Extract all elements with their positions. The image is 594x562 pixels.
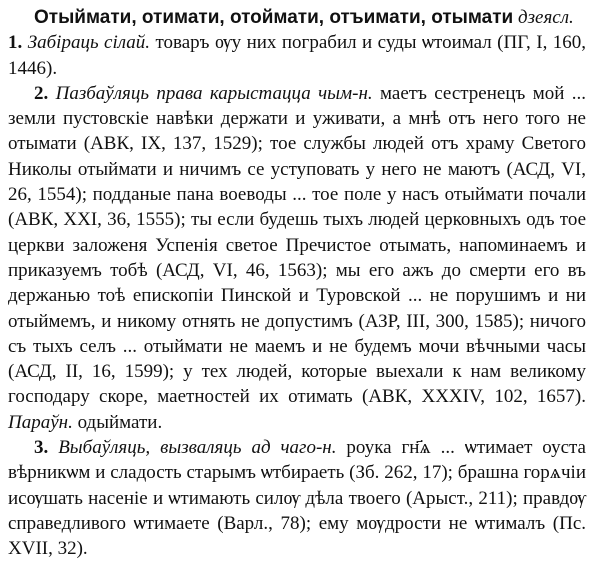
sense-citations: роука гн҃ѧ ... ѡтимает оуста вѣрникѡм и сладость старымъ ѡтбираеть (Зб. 262, 17); брашна горѧчіи исѹшать насеніе и ѡтимають силѹ дѣла твоего (Арыст., 211); правдѹ справедливого ѡтимаете (Варл., 78); ему мѹдрости не ѡтималъ (Пс. XVII, 32). bbox=[8, 437, 586, 560]
sense-1 bbox=[8, 30, 586, 81]
sense-number: 1. bbox=[8, 32, 23, 54]
headword: Отыймати, отимати, отоймати, отъимати, отымати bbox=[34, 7, 514, 28]
sense-number: 2. bbox=[34, 82, 49, 104]
sense-3 bbox=[8, 435, 586, 561]
sense-number: 3. bbox=[34, 437, 49, 459]
sense-gloss: Выбаўляць, вызваляць ад чаго-н. bbox=[58, 437, 337, 459]
entry-header bbox=[8, 5, 586, 30]
sense-2 bbox=[8, 81, 586, 435]
compare-label: Параўн. bbox=[8, 411, 73, 433]
sense-citations: товаръ ѹу них пограбил и суды ѡтоимал (ПГ, I, 160, 1446). bbox=[8, 32, 587, 79]
sense-gloss: Забіраць сілай. bbox=[27, 32, 151, 54]
compare-target: одыймати. bbox=[77, 411, 163, 433]
sense-gloss: Пазбаўляць права карыстацца чым-н. bbox=[55, 82, 373, 104]
sense-citations: маетъ сестренецъ мой ... земли пустовскіе навѣки держати и уживати, а мнѣ отъ него того не отымати (АВК, IX, 137, 1529); тое службы людей отъ храму Светого Николы отыймати и ничимъ се уступовать у него не маютъ (АСД, VI, 26, 1554); подданые пана воеводы ... тое поле у насъ отыймати почали (АВК, XXI, 36, 1555); ты если будешь тыхъ людей церковныхъ одъ тое церкви заложеня Успенія светое Пречистое отымать, напоминаемъ и приказуемъ тобѣ (АСД, VI, 46, 1563); мы его ажъ до смерти его въ держанью тоѣ епископіи Пинской и Туровской ... не порушимъ и ни отыймемъ, и никому отнять не допустимъ (АЗР, III, 300, 1585); ничого съ тыхъ селъ ... отыймати не маемъ и не будемъ мочи вѣчными часы (АСД, II, 16, 1599); у тех людей, которые выехали к нам великому господару скоре, маетностей их отимать (АВК, XXXIV, 102, 1657). bbox=[8, 82, 586, 408]
part-of-speech: дзеясл. bbox=[517, 7, 574, 28]
